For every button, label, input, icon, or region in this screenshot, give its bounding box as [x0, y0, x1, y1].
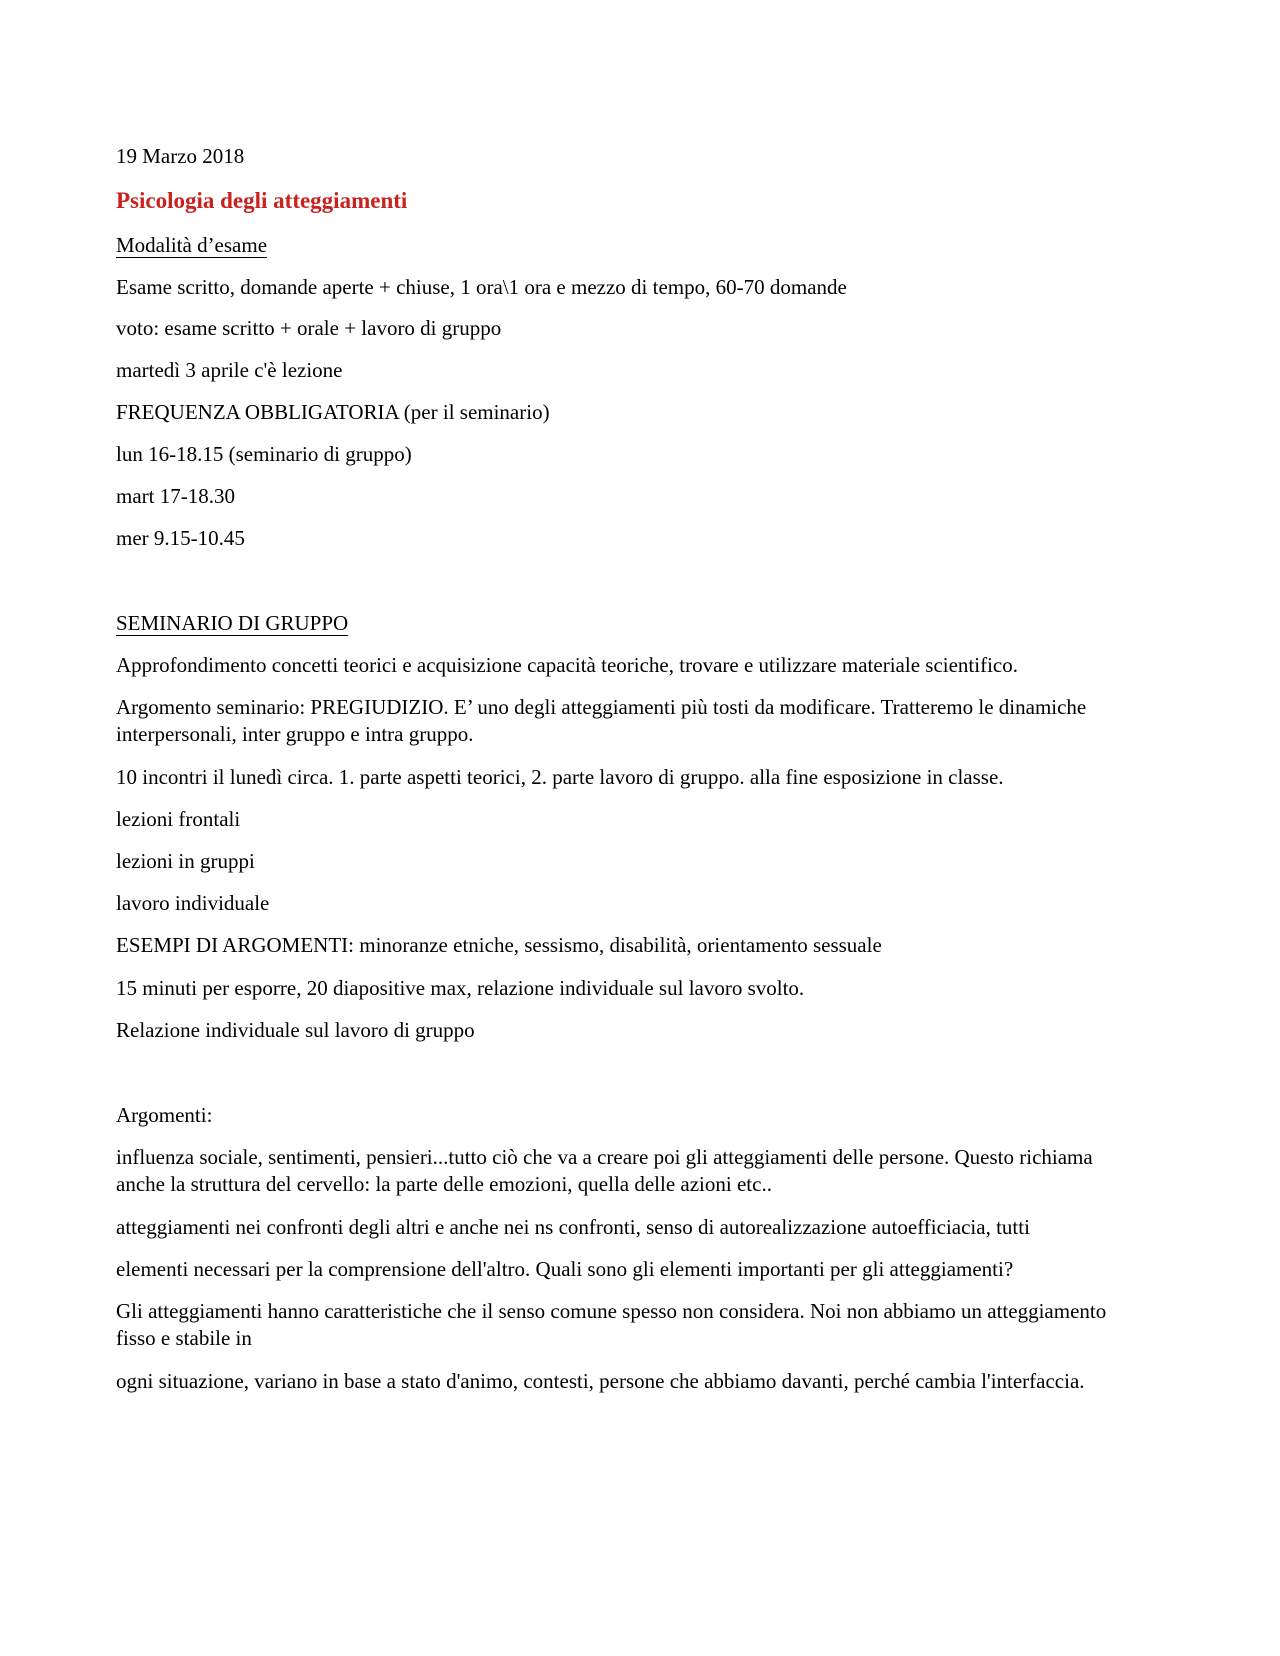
paragraph: mer 9.15-10.45 — [116, 526, 245, 550]
paragraph: Gli atteggiamenti hanno caratteristiche che il senso comune spesso non considera. Noi non abbiamo un atteggiamento fisso e stabile in — [116, 1299, 1107, 1350]
paragraph: Argomento seminario: PREGIUDIZIO. E’ uno degli atteggiamenti più tosti da modificare. Tratteremo le dinamiche interpersonali, inter gruppo e intra gruppo. — [116, 695, 1087, 746]
paragraph: 15 minuti per esporre, 20 diapositive max, relazione individuale sul lavoro svolto. — [116, 976, 805, 1000]
paragraph: FREQUENZA OBBLIGATORIA (per il seminario) — [116, 400, 550, 424]
document-date: 19 Marzo 2018 — [116, 144, 245, 168]
paragraph: voto: esame scritto + orale + lavoro di gruppo — [116, 316, 502, 340]
paragraph: Esame scritto, domande aperte + chiuse, 1 ora\1 ora e mezzo di tempo, 60-70 domande — [116, 275, 847, 299]
paragraph: lun 16-18.15 (seminario di gruppo) — [116, 442, 412, 466]
document-title: Psicologia degli atteggiamenti — [116, 188, 408, 213]
section-heading-seminar: SEMINARIO DI GRUPPO — [116, 611, 349, 635]
paragraph: Approfondimento concetti teorici e acquisizione capacità teoriche, trovare e utilizzare materiale scientifico. — [116, 653, 1018, 677]
paragraph: 10 incontri il lunedì circa. 1. parte aspetti teorici, 2. parte lavoro di gruppo. alla fine esposizione in classe. — [116, 765, 1004, 789]
paragraph: ogni situazione, variano in base a stato d'animo, contesti, persone che abbiamo davanti, perché cambia l'interfaccia. — [116, 1369, 1085, 1393]
list-item: lezioni frontali — [116, 807, 241, 831]
section-heading-exam: Modalità d’esame — [116, 233, 268, 257]
paragraph: atteggiamenti nei confronti degli altri e anche nei ns confronti, senso di autorealizzazione autoefficiacia, tutti — [116, 1215, 1030, 1239]
paragraph: mart 17-18.30 — [116, 484, 235, 508]
paragraph: martedì 3 aprile c'è lezione — [116, 358, 343, 382]
list-item: lezioni in gruppi — [116, 849, 255, 873]
paragraph: elementi necessari per la comprensione dell'altro. Quali sono gli elementi importanti per gli atteggiamenti? — [116, 1257, 1014, 1281]
paragraph: ESEMPI DI ARGOMENTI: minoranze etniche, sessismo, disabilità, orientamento sessuale — [116, 933, 882, 957]
paragraph: Relazione individuale sul lavoro di gruppo — [116, 1018, 475, 1042]
section-heading-topics: Argomenti: — [116, 1103, 213, 1127]
list-item: lavoro individuale — [116, 891, 270, 915]
paragraph: influenza sociale, sentimenti, pensieri...tutto ciò che va a creare poi gli atteggiamenti delle persone. Questo richiama anche la struttura del cervello: la parte delle emozioni, quella delle azioni etc.. — [116, 1145, 1093, 1196]
